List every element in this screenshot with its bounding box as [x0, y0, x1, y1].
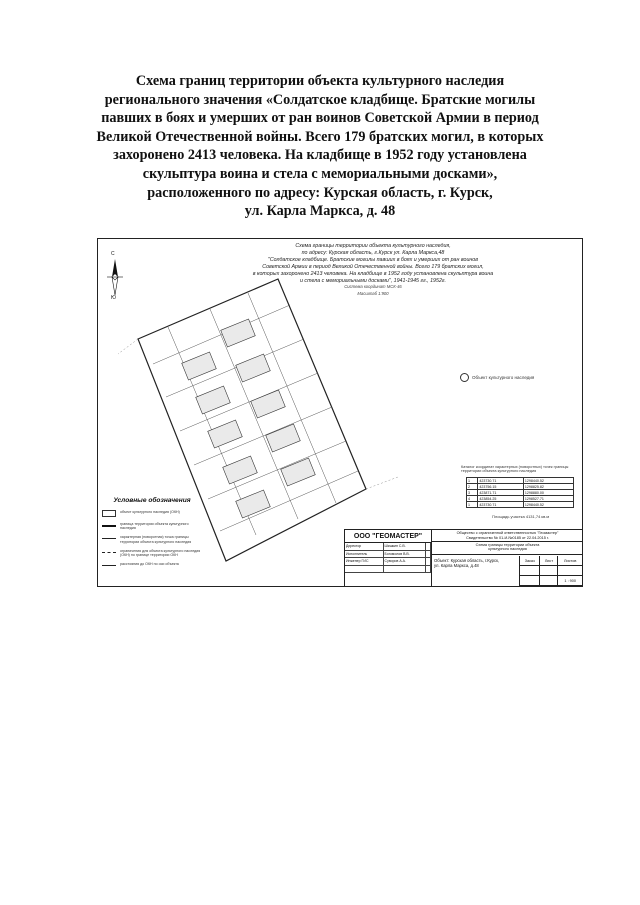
grave-plot — [196, 386, 231, 414]
point-number: 2 — [467, 484, 478, 490]
table-row — [520, 576, 583, 586]
map-header-line: Советской Армии в период Великой Отечественной войны. Всего 179 братских могил, — [262, 263, 484, 270]
legend-item — [102, 535, 202, 543]
scale-value: 1 : 900 — [558, 576, 583, 586]
coord-x: 423730.71 — [478, 502, 524, 508]
scale-note: Масштаб 1:900 — [357, 291, 389, 297]
title-line: расположенного по адресу: Курская область, г. Курск, — [147, 184, 493, 201]
legend-item — [102, 562, 202, 566]
legend-swatch — [102, 525, 116, 527]
title-line: павших в боях и умерших от ран воинов Советской Армии в период — [101, 110, 539, 127]
map-header — [238, 243, 508, 298]
table-row — [520, 566, 583, 576]
south-label: Ю — [111, 295, 117, 301]
map-header-line: в которых захоронено 2413 человека. На кладбище в 1952 году установлена скульптура воина — [252, 270, 494, 277]
legend-swatch — [102, 538, 116, 539]
legend-label: граница территории объекта культурного наследия — [120, 522, 189, 531]
coord-y: 1298440.52 — [523, 502, 573, 508]
role — [345, 565, 383, 573]
organization-info — [432, 530, 583, 542]
title-line: Схема границ территории объекта культурного наследия — [135, 73, 505, 89]
coord-x: 423871.71 — [478, 490, 524, 496]
sheet-meta — [520, 556, 583, 587]
role: Исполнитель — [345, 550, 383, 558]
col-stage: Заказ — [520, 556, 540, 566]
area-text: Площадь участка 4131,74 кв.м — [492, 514, 550, 519]
grave-plot — [221, 319, 256, 347]
col-sheet: Лист — [540, 556, 558, 566]
legend-label: ограничения для объекта культурного наследия (ОКН) по границе территории ОКН — [120, 548, 201, 558]
coord-x: 423756.15 — [478, 484, 524, 490]
table-row — [345, 543, 431, 550]
point-number: 1 — [467, 478, 478, 484]
table-row — [467, 502, 574, 508]
grave-plot — [266, 424, 301, 452]
table-row — [345, 550, 431, 558]
point-number: 3 — [467, 490, 478, 496]
map-header-line: и стела с мемориальными досками", 1941-1945 гг., 1952г. — [300, 277, 446, 284]
object-address — [432, 556, 520, 587]
object-marker-legend — [460, 373, 534, 382]
title-line: регионального значения «Солдатское кладбище. Братские могилы — [104, 91, 536, 108]
grave-plot — [182, 352, 217, 380]
object-marker-label: Объект культурного наследия — [472, 375, 535, 380]
north-arrow — [106, 251, 124, 303]
sheet-name-line: Схема границы территории объекта — [475, 543, 540, 547]
coord-y: 1298527.71 — [523, 496, 573, 502]
title-block-stamp — [344, 529, 583, 587]
person: Богомолов В.В. — [383, 550, 426, 558]
grave-plot — [223, 456, 258, 484]
legend-label: объект культурного наследия (ОКН) — [120, 510, 180, 514]
stamp-left — [345, 530, 432, 587]
sheet-name — [432, 542, 583, 555]
person: Суворов А.А. — [383, 558, 426, 566]
point-number: 1 — [467, 502, 478, 508]
coord-x: 423854.25 — [478, 496, 524, 502]
person — [383, 565, 426, 573]
map-header-line: "Солдатское кладбище. Братские могилы павших в боях и умерших от ран воинов — [267, 256, 479, 263]
coord-y: 1298880.00 — [523, 490, 573, 496]
grave-plot — [236, 354, 271, 382]
point-number: 4 — [467, 496, 478, 502]
coord-y: 1298440.52 — [523, 478, 573, 484]
map-legend — [102, 497, 202, 571]
coord-x: 423730.71 — [478, 478, 524, 484]
grave-plot — [208, 420, 243, 448]
legend-swatch — [102, 510, 116, 517]
person: Шишкин С.В. — [383, 543, 426, 550]
legend-swatch — [102, 552, 116, 553]
grave-plot — [281, 458, 316, 486]
org-line: Свидетельство № 01-И-№0185 от 22.04.2015 г. — [466, 535, 549, 540]
compass-icon — [106, 257, 124, 297]
table-row — [345, 558, 431, 566]
title-line: захоронено 2413 человека. На кладбище в 1952 году установлена — [113, 147, 527, 164]
map-header-line: по адресу: Курская область, г.Курск ул. Карла Маркса,48 — [301, 249, 445, 256]
north-label: С — [111, 251, 115, 257]
title-line: Великой Отечественной войны. Всего 179 братских могил, в которых — [96, 128, 544, 145]
title-line: ул. Карла Маркса, д. 48 — [244, 203, 396, 220]
map-header-line: Схема границы территории объекта культурного наследия, — [295, 243, 451, 249]
grave-plots — [182, 319, 316, 518]
boundary-plan-sheet — [97, 238, 583, 587]
coord-caption: Каталог координат характерных (поворотных) точек границы территории объекта культурного наследия — [461, 465, 569, 474]
circle-icon — [460, 373, 469, 382]
legend-item — [102, 522, 202, 530]
object-address-line: ул. Карла Маркса, д.48 — [434, 563, 479, 568]
object-address-line: Объект: Курская область, г.Курск, — [434, 558, 500, 563]
role: Инженер ГИС — [345, 558, 383, 566]
coord-system: Система координат МСК-46 — [344, 284, 402, 290]
legend-title: Условные обозначения — [113, 497, 191, 504]
sheet-meta-table — [520, 556, 583, 586]
role: Директор — [345, 543, 383, 550]
legend-label: расстояния до ОКН по оси объекта — [120, 562, 179, 567]
col-sheets: Листов — [558, 556, 583, 566]
legend-label: характерная (поворотная) точка границы территории объекта культурного наследия — [120, 535, 192, 544]
coord-y: 1298825.82 — [523, 484, 573, 490]
title-line: скульптура воина и стела с мемориальными досками», — [142, 165, 498, 182]
legend-item — [102, 549, 202, 557]
grave-plot — [251, 390, 286, 418]
table-row — [520, 556, 583, 566]
document-title — [40, 72, 600, 221]
stamp-right — [432, 530, 583, 587]
legend-item — [102, 510, 202, 517]
table-row — [345, 565, 431, 573]
grave-plot — [236, 490, 271, 518]
signatories-table — [345, 543, 431, 573]
org-line: Общество с ограниченной ответственностью "Геомастер" — [456, 531, 559, 535]
company-name: ООО "ГЕОМАСТЕР" — [345, 530, 431, 543]
sheet-name-line: культурного наследия — [488, 547, 527, 552]
legend-swatch — [102, 565, 116, 566]
coord-table — [466, 477, 574, 508]
